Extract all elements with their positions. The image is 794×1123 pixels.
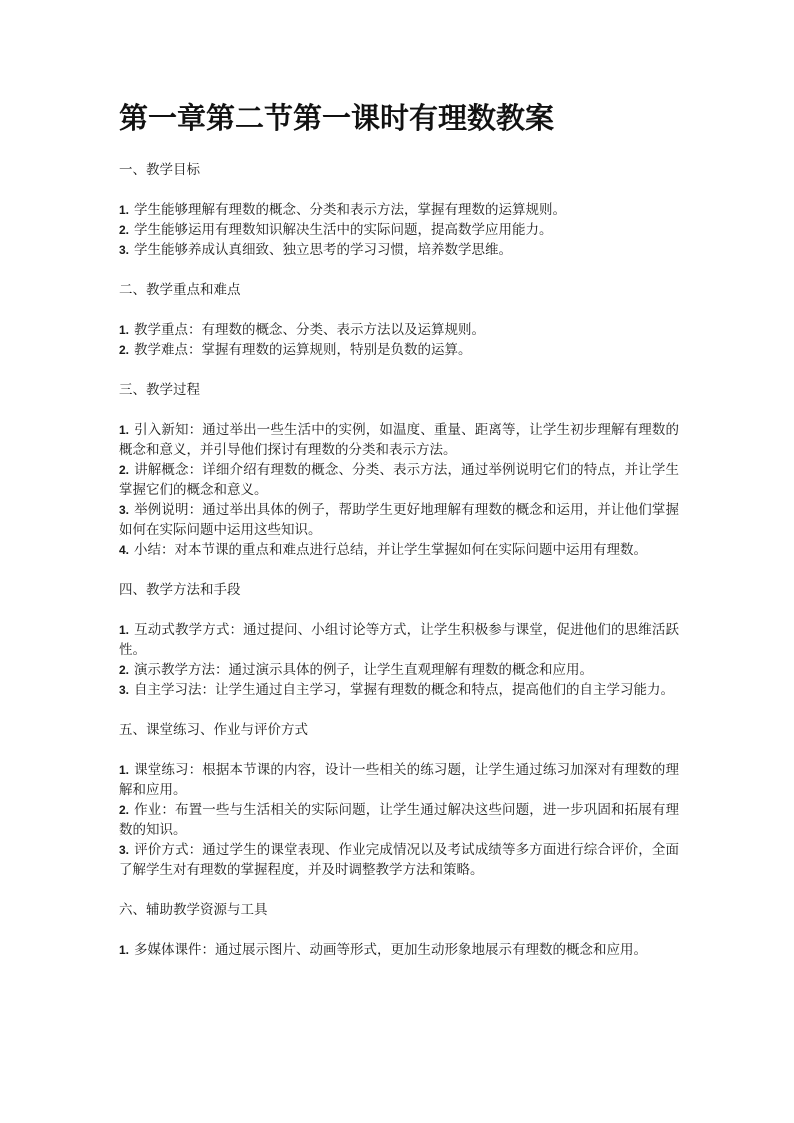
item-number: 2.: [119, 463, 130, 477]
item-number: 2.: [119, 663, 130, 677]
item-number: 1.: [119, 203, 130, 217]
section-heading: 三、教学过程: [119, 382, 200, 398]
item-number: 2.: [119, 803, 130, 817]
item-number: 4.: [119, 543, 130, 557]
item-text: 教学重点：有理数的概念、分类、表示方法以及运算规则。: [134, 322, 486, 338]
list-item: [119, 620, 679, 660]
section-heading: 一、教学目标: [119, 162, 200, 178]
document-section: [119, 720, 679, 880]
item-number: 3.: [119, 683, 130, 697]
list-item: [119, 940, 679, 960]
item-text: 教学难点：掌握有理数的运算规则，特别是负数的运算。: [134, 342, 472, 358]
item-number: 3.: [119, 243, 130, 257]
list-item: [119, 680, 679, 700]
item-text: 演示教学方法：通过演示具体的例子，让学生直观理解有理数的概念和应用。: [134, 662, 594, 678]
list-item: [119, 760, 679, 800]
item-text: 课堂练习：根据本节课的内容，设计一些相关的练习题，让学生通过练习加深对有理数的理解和应用。: [119, 762, 679, 798]
section-item-list: [119, 420, 679, 560]
section-item-list: [119, 320, 679, 360]
item-number: 2.: [119, 343, 130, 357]
list-item: [119, 840, 679, 880]
item-number: 1.: [119, 323, 130, 337]
document-section: [119, 900, 679, 960]
list-item: [119, 540, 679, 560]
item-text: 举例说明：通过举出具体的例子，帮助学生更好地理解有理数的概念和运用，并让他们掌握如何在实际问题中运用这些知识。: [119, 502, 679, 538]
section-heading: 六、辅助教学资源与工具: [119, 902, 268, 918]
section-heading: 二、教学重点和难点: [119, 282, 241, 298]
item-number: 1.: [119, 943, 130, 957]
list-item: [119, 660, 679, 680]
section-item-list: [119, 620, 679, 700]
list-item: [119, 240, 679, 260]
list-item: [119, 220, 679, 240]
document-title: 第一章第二节第一课时有理数教案: [119, 101, 555, 135]
item-number: 3.: [119, 843, 130, 857]
item-number: 1.: [119, 623, 130, 637]
item-text: 学生能够养成认真细致、独立思考的学习习惯，培养数学思维。: [134, 242, 513, 258]
item-number: 1.: [119, 763, 130, 777]
item-text: 讲解概念：详细介绍有理数的概念、分类、表示方法，通过举例说明它们的特点，并让学生掌握它们的概念和意义。: [119, 462, 679, 498]
item-number: 2.: [119, 223, 130, 237]
item-text: 小结：对本节课的重点和难点进行总结，并让学生掌握如何在实际问题中运用有理数。: [134, 542, 648, 558]
section-item-list: [119, 200, 679, 260]
document-section: [119, 580, 679, 700]
list-item: [119, 320, 679, 340]
item-text: 互动式教学方式：通过提问、小组讨论等方式，让学生积极参与课堂，促进他们的思维活跃性。: [119, 622, 679, 658]
list-item: [119, 340, 679, 360]
item-number: 1.: [119, 423, 130, 437]
list-item: [119, 420, 679, 460]
list-item: [119, 800, 679, 840]
document-section: [119, 380, 679, 560]
item-text: 学生能够运用有理数知识解决生活中的实际问题，提高数学应用能力。: [134, 222, 553, 238]
list-item: [119, 200, 679, 220]
item-number: 3.: [119, 503, 130, 517]
item-text: 作业：布置一些与生活相关的实际问题，让学生通过解决这些问题，进一步巩固和拓展有理数的知识。: [119, 802, 679, 838]
document-section: [119, 280, 679, 360]
item-text: 引入新知：通过举出一些生活中的实例，如温度、重量、距离等，让学生初步理解有理数的概念和意义，并引导他们探讨有理数的分类和表示方法。: [119, 422, 679, 458]
list-item: [119, 500, 679, 540]
item-text: 自主学习法：让学生通过自主学习，掌握有理数的概念和特点，提高他们的自主学习能力。: [134, 682, 675, 698]
section-item-list: [119, 760, 679, 880]
item-text: 评价方式：通过学生的课堂表现、作业完成情况以及考试成绩等多方面进行综合评价，全面了解学生对有理数的掌握程度，并及时调整教学方法和策略。: [119, 842, 679, 878]
document-body: [119, 160, 679, 980]
item-text: 学生能够理解有理数的概念、分类和表示方法，掌握有理数的运算规则。: [134, 202, 567, 218]
section-heading: 四、教学方法和手段: [119, 582, 241, 598]
list-item: [119, 460, 679, 500]
item-text: 多媒体课件：通过展示图片、动画等形式，更加生动形象地展示有理数的概念和应用。: [134, 942, 648, 958]
section-item-list: [119, 940, 679, 960]
section-heading: 五、课堂练习、作业与评价方式: [119, 722, 308, 738]
document-section: [119, 160, 679, 260]
